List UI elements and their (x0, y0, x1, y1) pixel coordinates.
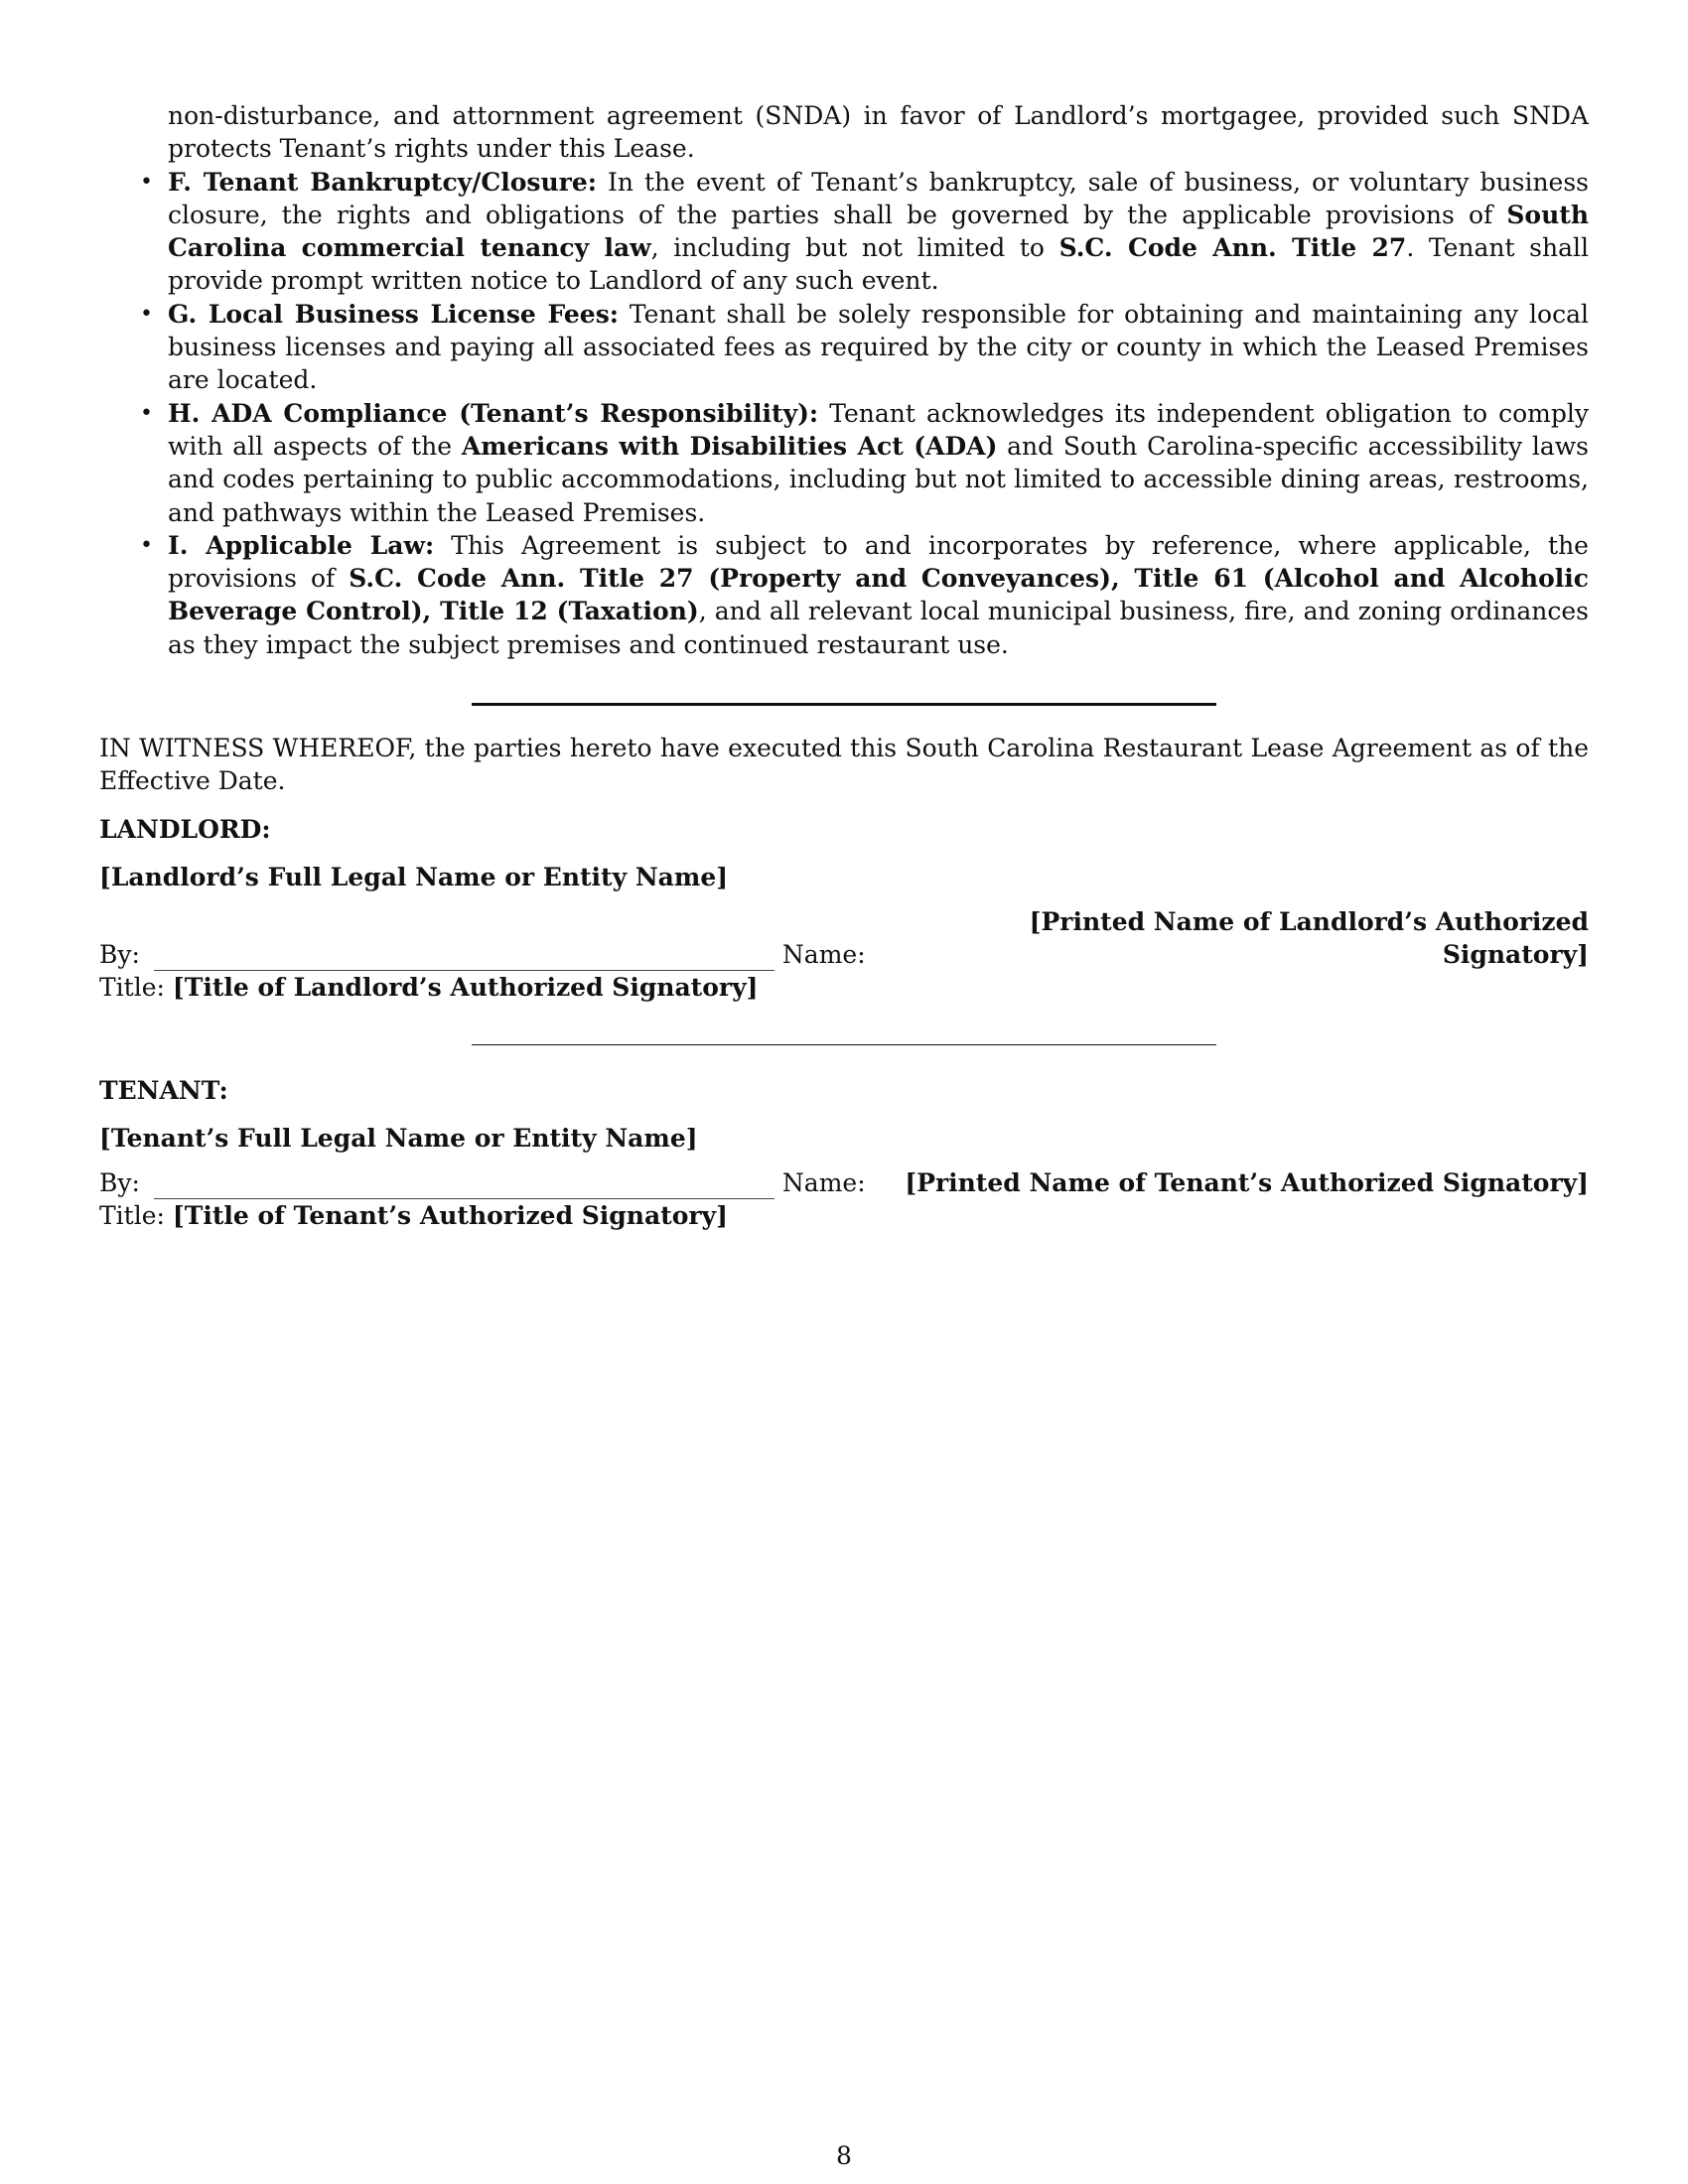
bullet-icon: • (140, 532, 153, 558)
bullet-icon: • (140, 169, 153, 195)
clause-text: In the event of Tenant’s bankruptcy, sale of business, or voluntary business closure, the rights and obligations of the parties shall be governed by the applicable provisions of (168, 167, 1590, 229)
tenant-name-placeholder: [Tenant’s Full Legal Name or Entity Name] (99, 1123, 698, 1153)
continued-clause-text: non-disturbance, and attornment agreement (SNDA) in favor of Landlord’s mortgagee, provided such SNDA protects Tenant’s rights under this Lease. (168, 101, 1589, 164)
clause-h (99, 397, 1589, 529)
title-label: Title: (99, 1200, 165, 1230)
bullet-icon: • (140, 301, 153, 327)
clause-emphasis: Americans with Disabilities Act (ADA) (461, 431, 998, 461)
landlord-heading: LANDLORD: (99, 814, 271, 844)
clause-heading: F. Tenant Bankruptcy/Closure: (168, 167, 597, 197)
page-number: 8 (836, 2141, 852, 2170)
clause-i (99, 529, 1589, 661)
tenant-heading: TENANT: (99, 1075, 228, 1105)
clause-emphasis: S.C. Code Ann. Title 27 (1058, 233, 1407, 263)
clause-text: , and all relevant local municipal business, fire, and zoning ordinances as they impact the subject premises and continued restaurant use. (168, 597, 1589, 659)
landlord-title-line (99, 971, 1589, 1004)
clause-text: This Agreement is subject to and incorporates by reference, where applicable, the provisions of (168, 530, 1589, 594)
title-label: Title: (99, 973, 165, 1003)
signature-divider (472, 1044, 1216, 1045)
landlord-title-value: [Title of Landlord’s Authorized Signatory] (172, 973, 759, 1003)
section-divider (472, 703, 1216, 706)
landlord-printed-name: [Printed Name of Landlord’s Authorized Signatory] (1029, 906, 1589, 969)
clause-text: . Tenant shall provide prompt written notice to Landlord of any such event. (168, 233, 1589, 296)
tenant-signature-block (99, 1071, 1589, 1233)
clause-heading: H. ADA Compliance (Tenant’s Responsibility): (168, 398, 819, 428)
landlord-signature-block (99, 810, 1589, 1045)
clause-text: and South Carolina-specific accessibility laws and codes pertaining to public accommodations, including but not limited to accessible dining areas, restrooms, and pathways within the Leased Premises. (168, 431, 1589, 527)
landlord-signature-line (99, 905, 1589, 972)
clause-text: Tenant shall be solely responsible for obtaining and maintaining any local business licenses and paying all associated fees as required by the city or county in which the Leased Premises are located. (168, 299, 1589, 395)
bullet-icon: • (140, 400, 153, 426)
clause-text: , including but not limited to (650, 233, 1059, 263)
witness-statement: IN WITNESS WHEREOF, the parties hereto have executed this South Carolina Restaurant Lease Agreement as of the Effective Date. (99, 734, 1589, 796)
tenant-signature-blank (154, 1172, 774, 1199)
name-label: Name: (781, 1167, 866, 1197)
clause-emphasis: South Carolina commercial tenancy law (168, 200, 1589, 263)
landlord-name-placeholder: [Landlord’s Full Legal Name or Entity Name] (99, 862, 729, 891)
by-label: By: (99, 1167, 140, 1197)
tenant-printed-name: [Printed Name of Tenant’s Authorized Signatory] (905, 1167, 1589, 1197)
clause-heading: I. Applicable Law: (168, 530, 435, 560)
clause-list (99, 166, 1589, 661)
clause-f (99, 166, 1589, 298)
tenant-title-line (99, 1199, 1589, 1232)
by-label: By: (99, 939, 140, 969)
clause-emphasis: S.C. Code Ann. Title 27 (Property and Conveyances), Title 61 (Alcohol and Alcoholic Beverage Control), Title 12 (Taxation) (168, 564, 1589, 626)
name-label: Name: (781, 939, 866, 969)
clause-text: Tenant acknowledges its independent obligation to comply with all aspects of the (168, 398, 1590, 461)
tenant-signature-line (99, 1166, 1589, 1199)
tenant-title-value: [Title of Tenant’s Authorized Signatory] (172, 1200, 728, 1230)
clause-g (99, 298, 1589, 397)
landlord-signature-blank (154, 944, 774, 971)
clause-heading: G. Local Business License Fees: (168, 299, 620, 329)
document-page (99, 99, 1589, 1232)
